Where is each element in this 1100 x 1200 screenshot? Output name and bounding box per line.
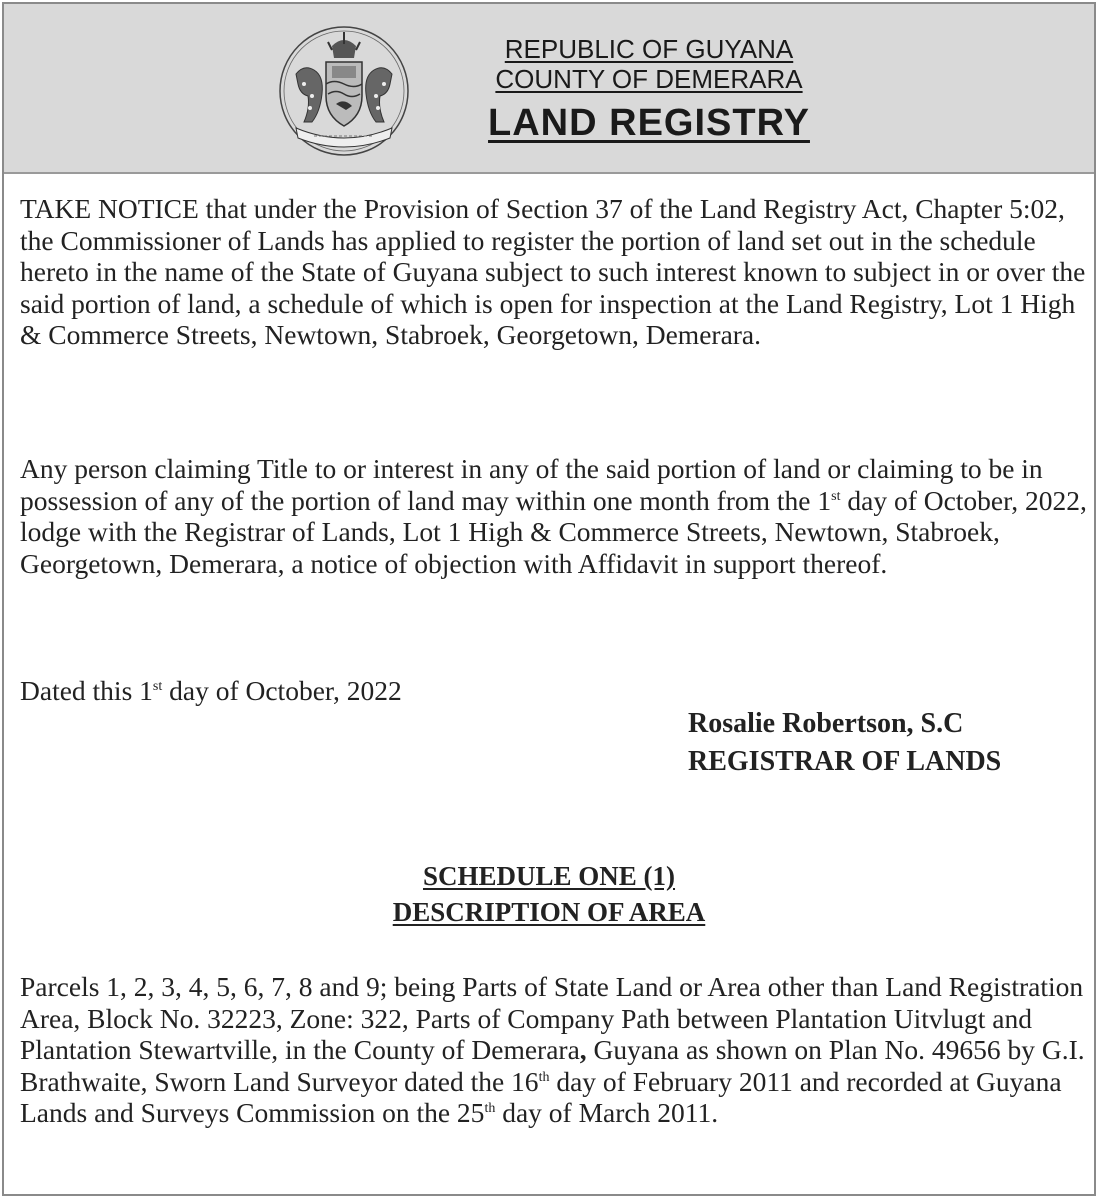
schedule-desc-part1: Parcels 1, 2, 3, 4, 5, 6, 7, 8 and 9; being Parts of State Land or Area other than Land Registration Area, Block No. 32223, Zone: 322, Parts of Company Path between Plantation Uitvlugt and Plantation Stewartville, in the County of Demerara bbox=[20, 971, 1084, 1065]
schedule-description bbox=[20, 971, 1088, 1129]
dated-part1: Dated this 1 bbox=[20, 675, 153, 706]
notice-frame bbox=[2, 2, 1096, 1196]
signatory-title: REGISTRAR OF LANDS bbox=[688, 746, 1002, 777]
ordinal-suffix: th bbox=[538, 1069, 550, 1085]
header-banner bbox=[4, 4, 1094, 174]
ordinal-suffix: st bbox=[152, 678, 163, 694]
schedule-desc-part4: day of March 2011. bbox=[495, 1097, 719, 1128]
schedule-desc-comma: , bbox=[579, 1034, 587, 1065]
ordinal-suffix: th bbox=[484, 1100, 496, 1116]
schedule-desc-part3: day of February 2011 and recorded at Guyana Lands and Surveys Commission on the 25 bbox=[20, 1065, 1062, 1128]
schedule-desc-part2: Guyana as shown on Plan No. 49656 by G.I. Brathwaite, Sworn Land Surveyor dated the 16 bbox=[20, 1034, 1085, 1097]
ordinal-suffix: st bbox=[831, 488, 841, 504]
schedule-heading: SCHEDULE ONE (1) bbox=[422, 861, 676, 891]
header-republic: REPUBLIC OF GUYANA bbox=[504, 34, 794, 64]
notice-paragraph-2-part2: day of October, 2022, lodge with the Registrar of Lands, Lot 1 High & Commerce Streets, Newtown, Stabroek, Georgetown, Demerara, a notice of objection with Affidavit in support thereof. bbox=[20, 484, 1087, 579]
coat-of-arms-seal bbox=[274, 24, 414, 158]
notice-paragraph-2 bbox=[20, 453, 1088, 579]
schedule-subheading: DESCRIPTION OF AREA bbox=[392, 897, 706, 927]
dated-part2: day of October, 2022 bbox=[162, 675, 402, 706]
header-land-registry: LAND REGISTRY bbox=[488, 102, 810, 144]
signatory-name: Rosalie Robertson, S.C bbox=[688, 708, 964, 739]
dated-line bbox=[20, 675, 1088, 707]
notice-paragraph-1: TAKE NOTICE that under the Provision of Section 37 of the Land Registry Act, Chapter 5:02, the Commissioner of Lands has applied to register the portion of land set out in the schedule hereto in the name of the State of Guyana subject to such interest known to subject in or over the said portion of land, a schedule of which is open for inspection at the Land Registry, Lot 1 High & Commerce Streets, Newtown, Stabroek, Georgetown, Demerara. bbox=[20, 193, 1086, 350]
header-county: COUNTY OF DEMERARA bbox=[495, 64, 803, 94]
notice-paragraph-2-part1: Any person claiming Title to or interest in any of the said portion of land or claiming to be in possession of any of the portion of land may within one month from the 1 bbox=[20, 453, 1043, 516]
